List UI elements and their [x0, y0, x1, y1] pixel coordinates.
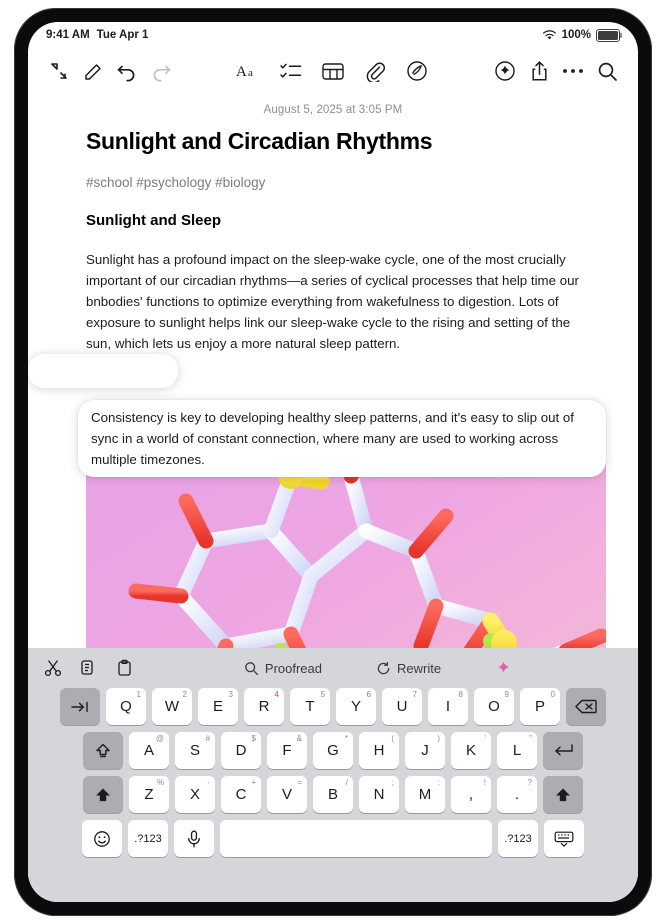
rewrite-refresh-icon [376, 661, 391, 676]
collapse-arrows-icon[interactable] [42, 54, 76, 88]
key-label: X [189, 786, 200, 803]
key-label: .?123 [504, 832, 532, 845]
keyboard-row-1 [33, 688, 633, 725]
key-sup: 3 [228, 690, 233, 699]
key-s[interactable] [175, 732, 215, 769]
key-v[interactable] [267, 776, 307, 813]
table-icon[interactable] [316, 54, 350, 88]
key-label: P [534, 698, 545, 715]
key-numbers-right[interactable] [498, 820, 538, 857]
key-label: R [258, 698, 270, 715]
key-sup: 4 [274, 690, 279, 699]
key-x[interactable] [175, 776, 215, 813]
key-i[interactable] [428, 688, 468, 725]
key-shift-right[interactable] [543, 776, 583, 813]
key-dictation[interactable] [174, 820, 214, 857]
key-label: L [512, 742, 522, 759]
battery-icon [596, 29, 620, 42]
keyboard-row-3 [33, 776, 633, 813]
key-l[interactable] [497, 732, 537, 769]
key-label: . [514, 786, 520, 803]
key-numbers-left[interactable] [128, 820, 168, 857]
key-f[interactable] [267, 732, 307, 769]
key-d[interactable] [221, 732, 261, 769]
key-space[interactable] [220, 820, 492, 857]
key-sup: + [251, 778, 256, 787]
note-heading: Sunlight and Sleep [86, 212, 222, 229]
key-label: O [488, 698, 500, 715]
ai-suggestion-bubble[interactable] [78, 400, 606, 477]
key-e[interactable] [198, 688, 238, 725]
key-tab[interactable] [60, 688, 100, 725]
notes-toolbar [28, 48, 638, 94]
key-sup: 9 [504, 690, 509, 699]
key-sup: $ [251, 734, 256, 743]
key-sup: % [156, 778, 164, 787]
more-ellipsis-icon[interactable] [556, 54, 590, 88]
key-caps-lock[interactable] [83, 732, 123, 769]
key-sup: & [296, 734, 302, 743]
key-h[interactable] [359, 732, 399, 769]
key-n[interactable] [359, 776, 399, 813]
key-z[interactable] [129, 776, 169, 813]
key-w[interactable] [152, 688, 192, 725]
paperclip-icon[interactable] [358, 54, 392, 88]
key-hide-keyboard[interactable] [544, 820, 584, 857]
key-sup: = [297, 778, 302, 787]
key-g[interactable] [313, 732, 353, 769]
key-label: C [235, 786, 247, 803]
key-label: W [164, 698, 180, 715]
key-period[interactable] [497, 776, 537, 813]
key-sup: 6 [366, 690, 371, 699]
key-sup: 2 [182, 690, 187, 699]
key-label: , [468, 786, 474, 803]
key-sup: 0 [550, 690, 555, 699]
key-o[interactable] [474, 688, 514, 725]
svg-text:a: a [248, 67, 253, 79]
key-r[interactable] [244, 688, 284, 725]
ipad-device-frame [14, 8, 652, 916]
proofread-button[interactable] [244, 661, 322, 676]
proofread-label: Proofread [264, 660, 322, 676]
key-shift-left[interactable] [83, 776, 123, 813]
key-m[interactable] [405, 776, 445, 813]
key-sup: 5 [320, 690, 325, 699]
search-icon[interactable] [590, 54, 624, 88]
key-sup: 8 [458, 690, 463, 699]
markup-pen-icon[interactable] [400, 54, 434, 88]
note-body-text[interactable]: Sunlight has a profound impact on the sleep-wake cycle, one of the most crucially important of our circadian rhythms—a series of cyclical processes that help time our bnbodies' functions to optimize everything from wakefulness to digestion. Lots of exposure to sunlight helps link our sleep-wake cycle to the rising and setting of the sun, which lets us enjoy a more natural sleep pattern. [86, 252, 579, 351]
key-sup: - [207, 778, 210, 787]
svg-text:A: A [236, 64, 247, 80]
key-label: E [212, 698, 223, 715]
key-sup: ; [391, 778, 394, 787]
redo-arrow-icon [144, 54, 178, 88]
checklist-icon[interactable] [274, 54, 308, 88]
key-a[interactable] [129, 732, 169, 769]
key-c[interactable] [221, 776, 261, 813]
key-sup: ' [484, 734, 486, 743]
key-sup: / [345, 778, 348, 787]
key-label: A [143, 742, 154, 759]
suggestion-bubble-tail [28, 354, 178, 388]
key-label: J [421, 742, 429, 759]
key-label: U [396, 698, 408, 715]
key-emoji[interactable] [82, 820, 122, 857]
writing-tools-sparkle-icon[interactable] [495, 660, 512, 677]
key-sup: : [437, 778, 440, 787]
note-tags[interactable]: #school #psychology #biology [86, 175, 266, 190]
key-label: T [305, 698, 315, 715]
onscreen-keyboard [28, 648, 638, 902]
keyboard-row-4 [33, 820, 633, 857]
key-label: M [418, 786, 432, 803]
key-label: Q [120, 698, 132, 715]
status-date: Tue Apr 1 [96, 29, 149, 41]
ai-suggestion-text: Consistency is key to developing healthy sleep patterns, and it's easy to slip out of sync in a world of constant connection, where many are used to working across multiple timezones. [91, 410, 574, 467]
key-k[interactable] [451, 732, 491, 769]
keyboard-row-2 [33, 732, 633, 769]
key-q[interactable] [106, 688, 146, 725]
key-label: H [373, 742, 385, 759]
key-label: .?123 [134, 832, 162, 845]
key-p[interactable] [520, 688, 560, 725]
key-sup: ! [483, 778, 486, 787]
key-comma[interactable] [451, 776, 491, 813]
key-sup: ) [437, 734, 440, 743]
scissors-icon[interactable] [44, 659, 62, 677]
undo-arrow-icon[interactable] [110, 54, 144, 88]
screen [28, 22, 638, 902]
key-t[interactable] [290, 688, 330, 725]
note-title: Sunlight and Circadian Rhythms [86, 128, 433, 154]
key-delete[interactable] [566, 688, 606, 725]
key-sup: ( [391, 734, 394, 743]
key-label: B [327, 786, 338, 803]
note-date: August 5, 2025 at 3:05 PM [263, 104, 403, 116]
key-label: S [189, 742, 200, 759]
key-return[interactable] [543, 732, 583, 769]
status-time: 9:41 AM [46, 29, 90, 41]
key-label: D [235, 742, 247, 759]
key-sup: @ [155, 734, 164, 743]
key-label: G [327, 742, 339, 759]
key-label: I [445, 698, 451, 715]
key-sup: ? [527, 778, 532, 787]
share-icon[interactable] [522, 54, 556, 88]
key-u[interactable] [382, 688, 422, 725]
key-label: K [465, 742, 476, 759]
key-sup: # [205, 734, 210, 743]
key-label: Y [350, 698, 361, 715]
key-label: V [281, 786, 292, 803]
key-sup: * [344, 734, 348, 743]
wifi-icon [542, 30, 557, 41]
key-b[interactable] [313, 776, 353, 813]
battery-percent-label: 100% [561, 29, 591, 41]
paste-icon[interactable] [116, 659, 134, 677]
key-label: F [282, 742, 292, 759]
key-sup: 1 [136, 690, 141, 699]
key-j[interactable] [405, 732, 445, 769]
key-sup: " [529, 734, 532, 743]
status-bar [28, 22, 638, 48]
proofread-magnifier-icon [244, 661, 259, 676]
key-label: N [373, 786, 385, 803]
keyboard-rows [28, 688, 638, 857]
rewrite-button[interactable] [376, 661, 441, 676]
key-label: Z [144, 786, 154, 803]
key-sup: 7 [412, 690, 417, 699]
text-format-aa-icon[interactable] [232, 54, 266, 88]
copy-icon[interactable] [80, 659, 98, 677]
compose-pencil-icon[interactable] [76, 54, 110, 88]
key-y[interactable] [336, 688, 376, 725]
rewrite-label: Rewrite [397, 660, 442, 676]
keyboard-shortcut-bar [28, 648, 638, 688]
apple-intelligence-icon[interactable] [488, 54, 522, 88]
